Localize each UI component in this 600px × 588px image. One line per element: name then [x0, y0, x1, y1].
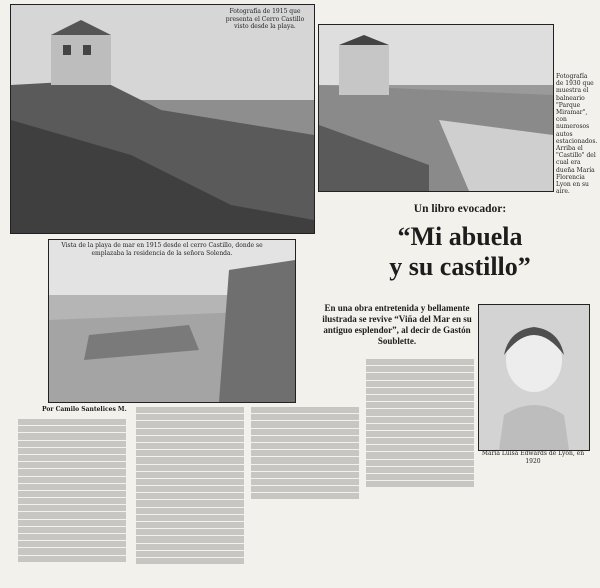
column-3: [251, 406, 359, 516]
column-1: [18, 418, 126, 578]
column-2: [136, 406, 244, 578]
caption-top-left: Fotografía de 1915 que presenta el Cerro Castillo visto desde la playa.: [225, 8, 305, 30]
photo-beach-view-1915: [48, 239, 296, 403]
photo-portrait: [478, 304, 590, 451]
article-deck: En una obra entretenida y bellamente ilustrada se revive “Viña del Mar en su antiguo esplendor”, al decir de Gastón Soublette.: [322, 303, 472, 346]
headline-line-1: “Mi abuela: [397, 222, 523, 251]
caption-middle-left: Vista de la playa de mar en 1915 desde el cerro Castillo, donde se emplazaba la residencia de la señora Solenda.: [61, 242, 263, 257]
caption-top-right: Fotografía de 1930 que muestra el balneario "Parque Miramar", con numerosos autos estacionados. Arriba el "Castillo" del cual era dueña María Florencia Lyon en su aire.: [556, 73, 598, 196]
article-kicker: Un libro evocador:: [413, 203, 507, 215]
article-headline: [330, 222, 590, 282]
photo-miramar-1930: [318, 24, 554, 192]
column-4: [366, 358, 474, 508]
headline-line-2: y su castillo”: [389, 252, 531, 281]
caption-portrait: María Luisa Edwards de Lyon, en 1920: [481, 450, 585, 465]
article-byline: Por Camilo Santelices M.: [42, 406, 127, 413]
photo-castle-hill-1915: [10, 4, 315, 234]
